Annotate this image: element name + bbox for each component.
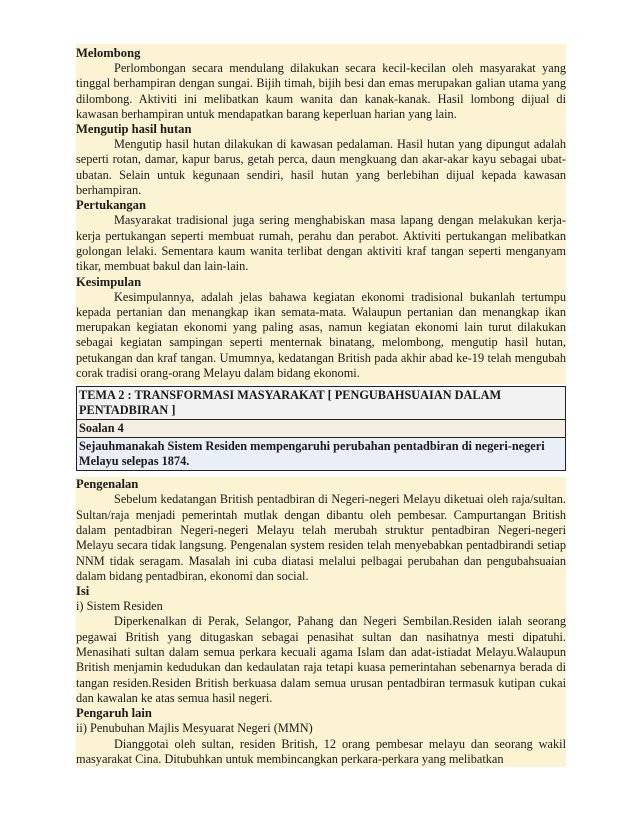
para-pertukangan: Masyarakat tradisional juga sering menghabiskan masa lapang dengan melakukan kerja-kerja pertukangan seperti membuat rumah, perahu dan perabot. Aktiviti pertukangan melibatkan golongan lelaki. Sementara kaum wanita terlibat dengan aktiviti kraf tangan seperti menganyam tikar, membuat bakul dan lain-lain. <box>76 213 566 274</box>
heading-isi: Isi <box>76 584 90 599</box>
heading-pertukangan: Pertukangan <box>76 198 146 213</box>
para-mmn: Dianggotai oleh sultan, residen British, 12 orang pembesar melayu dan seorang wakil masyarakat Cina. Ditubuhkan untuk membincangkan perkara-perkara yang melibatkan <box>76 736 566 766</box>
heading-mengutip-hasil-hutan: Mengutip hasil hutan <box>76 122 192 137</box>
tema-table <box>76 386 566 471</box>
soalan-label: Soalan 4 <box>77 420 566 438</box>
heading-pengenalan: Pengenalan <box>76 477 139 492</box>
section-ekonomi-tradisional <box>76 44 566 384</box>
para-melombong: Perlombongan secara mendulang dilakukan secara kecil-kecilan oleh masyarakat yang tinggal berhampiran dengan sungai. Bijih timah, bijih besi dan emas merupakan galian utama yang dilombong. Aktiviti ini melibatkan kaum wanita dan kanak-kanak. Hasil lombong dijual di kawasan berhampiran untuk mendapatkan barang keperluan harian yang lain. <box>76 61 566 121</box>
soalan-question: Sejauhmanakah Sistem Residen mempengaruhi perubahan pentadbiran di negeri-negeri Melayu selepas 1874. <box>77 438 566 471</box>
para-kesimpulan: Kesimpulannya, adalah jelas bahawa kegiatan ekonomi tradisional bukanlah tertumpu kepada pertanian dan menangkap ikan semata-mata. Walaupun pertanian dan menangkap ikan merupakan kegiatan ekonomi yang paling asas, namun kegiatan ekonomi lain turut dilakukan sebagai kegiatan sampingan seperti menternak binatang, melombong, mengutip hasil hutan, petukangan dan kraf tangan. Umumnya, kedatangan British pada akhir abad ke-19 telah mengubah corak tradisi orang-orang Melayu dalam bidang ekonomi. <box>76 289 566 381</box>
document-page <box>76 44 566 767</box>
heading-pengaruh-lain: Pengaruh lain <box>76 706 152 721</box>
heading-kesimpulan: Kesimpulan <box>76 274 142 289</box>
para-mengutip-hasil-hutan: Mengutip hasil hutan dilakukan di kawasan pedalaman. Hasil hutan yang dipungut adalah seperti rotan, damar, kapur barus, getah perca, daun mengkuang dan akar-akar kayu sebagai ubat-ubatan. Selain untuk kegunaan sendiri, hasil hutan yang berlebihan dijual kepada kawasan berhampiran. <box>76 137 566 198</box>
item-sistem-residen: i) Sistem Residen <box>76 599 163 614</box>
para-pengenalan: Sebelum kedatangan British pentadbiran di Negeri-negeri Melayu diketuai oleh raja/sultan. Sultan/raja menjadi pemerintah mutlak dengan dibantu oleh pembesar. Campurtangan British dalam pentadbiran Negeri-negeri Melayu telah merubah struktur pentadbiran Negeri-negeri Melayu secara tidak langsung. Pengenalan system residen telah menyebabkan pentadbirandi setiap NNM tidak seragam. Masalah ini cuba diatasi melalui pelbagai perubahan dan pengubahsuaian dalam bidang pentadbiran, ekonomi dan social. <box>76 492 566 583</box>
item-mmn: ii) Penubuhan Majlis Mesyuarat Negeri (MMN) <box>76 721 313 736</box>
para-sistem-residen: Diperkenalkan di Perak, Selangor, Pahang dan Negeri Sembilan.Residen ialah seorang pegawai British yang ditugaskan sebagai penasihat sultan dan nasihatnya mesti dipatuhi. Menasihati sultan dalam semua perkara kecuali agama Islam dan adat-istiadat Melayu.Walaupun British menjamin kedudukan dan kedaulatan raja tetapi kuasa pemerintahan sebenarnya berada di tangan residen.Residen British berkuasa dalam semua urusan pentadbiran termasuk kutipan cukai dan kawalan ke atas semua hasil negeri. <box>76 614 566 705</box>
tema-title: TEMA 2 : TRANSFORMASI MASYARAKAT [ PENGUBAHSUAIAN DALAM PENTADBIRAN ] <box>77 387 566 420</box>
heading-melombong: Melombong <box>76 46 141 60</box>
section-jawapan <box>76 477 566 767</box>
